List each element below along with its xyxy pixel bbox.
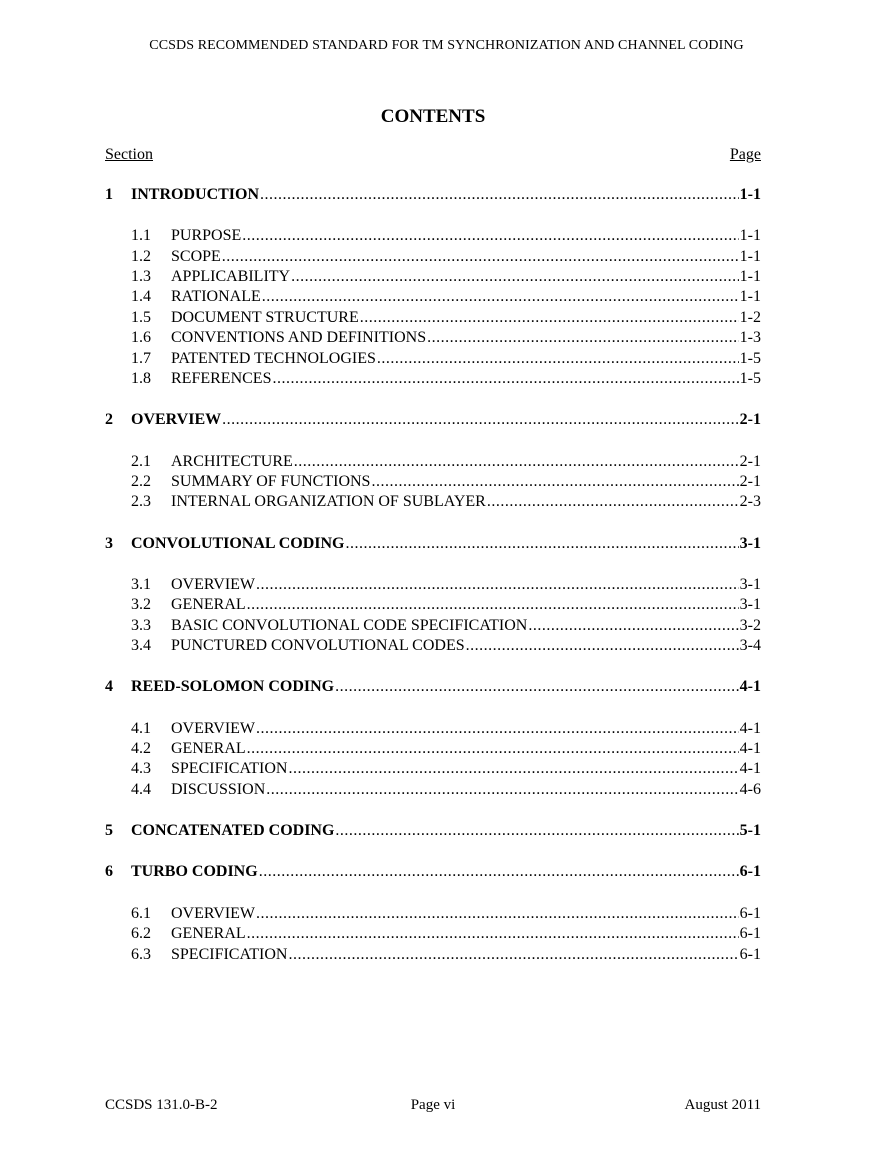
toc-entry-page: 4-1 xyxy=(739,678,761,696)
toc-entry-title: GENERAL xyxy=(171,740,246,757)
toc-section-entry[interactable] xyxy=(105,595,761,615)
toc-section-entry[interactable] xyxy=(105,904,761,924)
toc-section-entry[interactable] xyxy=(105,369,761,389)
toc-chapter-entry[interactable] xyxy=(105,185,761,205)
toc-entry-title: PATENTED TECHNOLOGIES xyxy=(171,349,376,367)
toc-entry-number: 6 xyxy=(105,863,113,881)
toc-section-entry[interactable] xyxy=(105,492,761,512)
toc-entry-number: 4.1 xyxy=(131,719,151,737)
toc-entry-page: 2-1 xyxy=(739,452,761,470)
toc-entry-number: 3 xyxy=(105,534,113,552)
toc-entry-number: 4 xyxy=(105,678,113,696)
footer-page-number: Page vi xyxy=(410,1097,456,1113)
dot-leader xyxy=(247,739,739,759)
toc-entry-title: OVERVIEW xyxy=(171,904,256,922)
toc-entry-number: 6.3 xyxy=(131,945,151,963)
toc-entry-page: 1-1 xyxy=(739,227,761,245)
toc-entry-title: CONCATENATED CODING xyxy=(131,822,335,840)
dot-leader xyxy=(335,821,738,841)
toc-entry-number: 1.8 xyxy=(131,369,151,387)
toc-entry-number: 3.1 xyxy=(131,575,151,593)
dot-leader xyxy=(260,185,739,205)
toc-section-entry[interactable] xyxy=(105,575,761,595)
toc-entry-number: 4.4 xyxy=(131,780,151,798)
dot-leader xyxy=(222,410,739,430)
toc-entry-page: 1-1 xyxy=(739,247,761,265)
dot-leader xyxy=(256,575,739,595)
toc-entry-number: 3.4 xyxy=(131,637,151,654)
toc-entry-page: 3-1 xyxy=(739,596,761,614)
toc-entry-page: 1-1 xyxy=(739,186,761,203)
toc-entry-number: 1.3 xyxy=(131,268,151,286)
dot-leader xyxy=(294,452,739,472)
toc-entry-number: 6.2 xyxy=(131,925,151,943)
toc-section-entry[interactable] xyxy=(105,308,761,328)
toc-entry-number: 1.4 xyxy=(131,288,151,306)
toc-entry-title: CONVOLUTIONAL CODING xyxy=(131,534,345,552)
toc-entry-number: 2.2 xyxy=(131,472,151,490)
toc-entry-number: 1.6 xyxy=(131,329,151,347)
toc-section-entry[interactable] xyxy=(105,759,761,779)
toc-entry-page: 6-1 xyxy=(739,863,761,881)
toc-entry-number: 1.2 xyxy=(131,247,151,265)
toc-section-entry[interactable] xyxy=(105,616,761,636)
dot-leader xyxy=(262,287,739,307)
toc-entry-number: 3.2 xyxy=(131,596,151,614)
toc-entry-title: ARCHITECTURE xyxy=(171,452,293,470)
toc-chapter-entry[interactable] xyxy=(105,677,761,697)
dot-leader xyxy=(256,904,739,924)
toc-entry-title: GENERAL xyxy=(171,925,246,943)
toc-entry-title: OVERVIEW xyxy=(131,411,222,429)
dot-leader xyxy=(345,534,738,554)
toc-entry-title: SPECIFICATION xyxy=(171,945,288,963)
toc-entry-page: 5-1 xyxy=(739,822,761,840)
toc-entry-number: 4.3 xyxy=(131,760,151,778)
toc-entry-title: DISCUSSION xyxy=(171,780,266,798)
toc-entry-page: 2-3 xyxy=(739,493,761,511)
toc-section-entry[interactable] xyxy=(105,780,761,800)
toc-section-entry[interactable] xyxy=(105,739,761,759)
toc-chapter-entry[interactable] xyxy=(105,410,761,430)
dot-leader xyxy=(242,226,738,246)
toc-entry-title: TURBO CODING xyxy=(131,863,258,881)
toc-entry-page: 3-1 xyxy=(739,534,761,552)
toc-section-entry[interactable] xyxy=(105,636,761,656)
page-footer xyxy=(105,1097,761,1114)
dot-leader xyxy=(247,595,739,615)
toc-entry-page: 6-1 xyxy=(739,925,761,943)
dot-leader xyxy=(291,267,739,287)
toc-entry-number: 1 xyxy=(105,186,113,203)
dot-leader xyxy=(247,924,739,944)
toc-section-entry[interactable] xyxy=(105,247,761,267)
toc-section-entry[interactable] xyxy=(105,719,761,739)
toc-entry-page: 1-3 xyxy=(739,329,761,347)
toc-entry-page: 4-6 xyxy=(739,780,761,798)
dot-leader xyxy=(371,472,738,492)
dot-leader xyxy=(427,328,739,348)
dot-leader xyxy=(528,616,738,636)
toc-entry-page: 4-1 xyxy=(739,740,761,757)
contents-title: CONTENTS xyxy=(380,106,486,127)
toc-entry-number: 2 xyxy=(105,411,113,429)
toc-entry-number: 1.7 xyxy=(131,349,151,367)
toc-entry-page: 1-5 xyxy=(739,349,761,367)
toc-entry-title: BASIC CONVOLUTIONAL CODE SPECIFICATION xyxy=(171,616,528,634)
toc-entry-page: 3-2 xyxy=(739,616,761,634)
dot-leader xyxy=(335,677,739,697)
toc-entry-number: 6.1 xyxy=(131,904,151,922)
toc-section-entry[interactable] xyxy=(105,945,761,965)
toc-entry-page: 1-2 xyxy=(739,308,761,326)
page-column-heading: Page xyxy=(729,146,761,163)
dot-leader xyxy=(288,945,738,965)
dot-leader xyxy=(266,780,738,800)
toc-entry-title: PUNCTURED CONVOLUTIONAL CODES xyxy=(171,637,465,654)
dot-leader xyxy=(288,759,738,779)
footer-date: August 2011 xyxy=(684,1097,762,1113)
toc-entry-number: 1.1 xyxy=(131,227,151,245)
toc-entry-title: RATIONALE xyxy=(171,288,261,306)
toc-entry-number: 5 xyxy=(105,822,113,840)
toc-entry-page: 3-4 xyxy=(739,637,761,654)
toc-entry-title: SPECIFICATION xyxy=(171,760,288,778)
toc-entry-title: APPLICABILITY xyxy=(171,268,291,286)
toc-entry-title: INTRODUCTION xyxy=(131,186,260,203)
toc-chapter-entry[interactable] xyxy=(105,862,761,882)
toc-entry-page: 2-1 xyxy=(739,472,761,490)
toc-entry-title: DOCUMENT STRUCTURE xyxy=(171,308,359,326)
dot-leader xyxy=(360,308,739,328)
toc-section-entry[interactable] xyxy=(105,328,761,348)
toc-entry-page: 6-1 xyxy=(739,945,761,963)
toc-entry-title: CONVENTIONS AND DEFINITIONS xyxy=(171,329,427,347)
section-column-heading: Section xyxy=(105,146,153,163)
footer-doc-id: CCSDS 131.0-B-2 xyxy=(105,1097,218,1113)
toc-section-entry[interactable] xyxy=(105,472,761,492)
toc-section-entry[interactable] xyxy=(105,349,761,369)
dot-leader xyxy=(222,247,739,267)
toc-entry-page: 6-1 xyxy=(739,904,761,922)
dot-leader xyxy=(272,369,738,389)
dot-leader xyxy=(487,492,739,512)
toc-section-entry[interactable] xyxy=(105,287,761,307)
toc-entry-title: SCOPE xyxy=(171,247,221,265)
toc-entry-title: OVERVIEW xyxy=(171,575,256,593)
toc-entry-number: 1.5 xyxy=(131,308,151,326)
toc-chapter-entry[interactable] xyxy=(105,534,761,554)
toc-entry-page: 4-1 xyxy=(739,719,761,737)
toc-entry-number: 2.3 xyxy=(131,493,151,511)
toc-entry-title: SUMMARY OF FUNCTIONS xyxy=(171,472,371,490)
dot-leader xyxy=(256,719,739,739)
toc-entry-page: 3-1 xyxy=(739,575,761,593)
toc-entry-page: 2-1 xyxy=(739,411,761,429)
toc-entry-number: 4.2 xyxy=(131,740,151,757)
running-header: CCSDS RECOMMENDED STANDARD FOR TM SYNCHRONIZATION AND CHANNEL CODING xyxy=(149,38,744,53)
dot-leader xyxy=(466,636,739,656)
toc-entry-title: INTERNAL ORGANIZATION OF SUBLAYER xyxy=(171,493,486,511)
toc-section-entry[interactable] xyxy=(105,226,761,246)
toc-entry-page: 1-1 xyxy=(739,268,761,286)
toc-entry-title: GENERAL xyxy=(171,596,246,614)
toc-entry-number: 3.3 xyxy=(131,616,151,634)
toc-section-entry[interactable] xyxy=(105,267,761,287)
toc-entry-page: 4-1 xyxy=(739,760,761,778)
toc-section-entry[interactable] xyxy=(105,924,761,944)
dot-leader xyxy=(377,349,739,369)
toc-entry-title: REFERENCES xyxy=(171,369,272,387)
toc-entry-title: OVERVIEW xyxy=(171,719,256,737)
column-headings xyxy=(105,146,761,164)
toc-entry-page: 1-5 xyxy=(739,369,761,387)
toc-section-entry[interactable] xyxy=(105,452,761,472)
dot-leader xyxy=(259,862,739,882)
toc-entry-title: PURPOSE xyxy=(171,227,242,245)
toc-entry-page: 1-1 xyxy=(739,288,761,306)
toc-entry-title: REED-SOLOMON CODING xyxy=(131,678,335,696)
toc-chapter-entry[interactable] xyxy=(105,821,761,841)
toc-entry-number: 2.1 xyxy=(131,452,151,470)
